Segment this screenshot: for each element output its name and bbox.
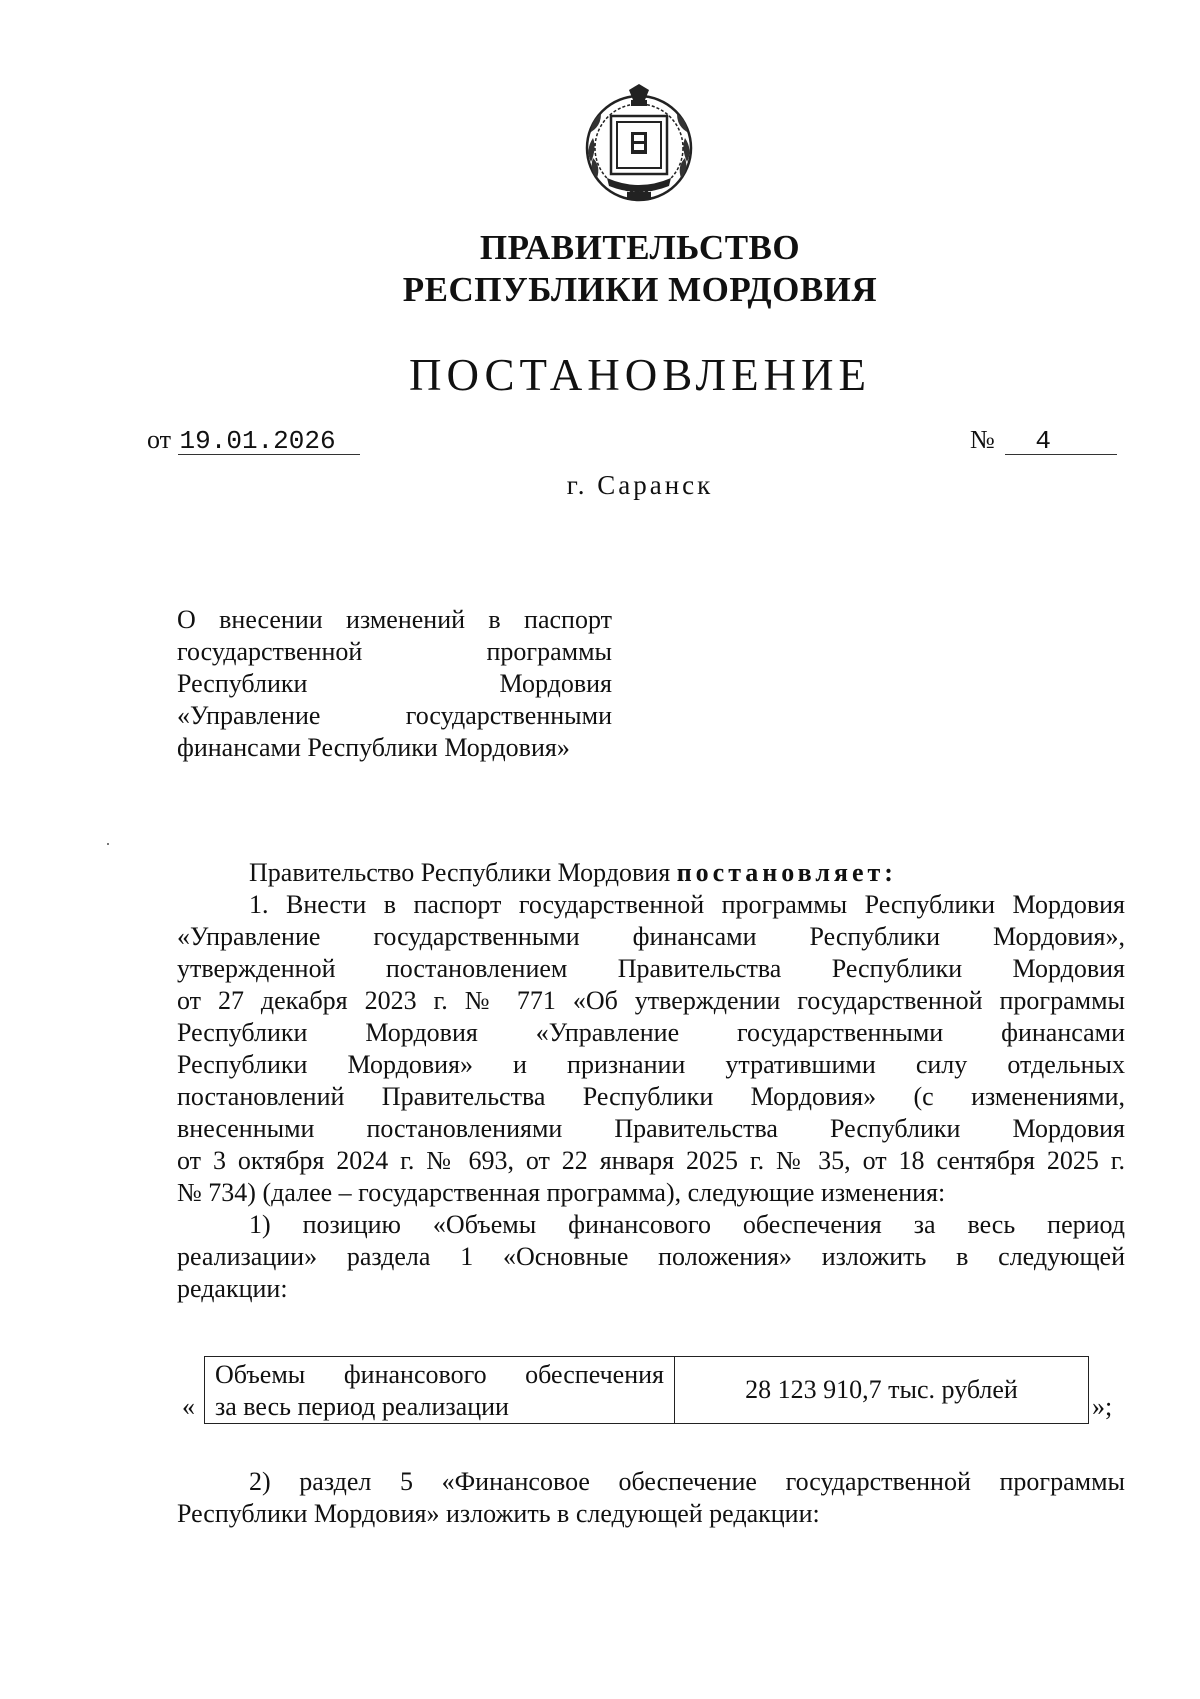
body-line: 1) позицию «Объемы финансового обеспечения за весь период — [249, 1210, 1125, 1239]
body-line: от 3 октября 2024 г. № 693, от 22 января 2025 г. № 35, от 18 сентября 2025 г. — [177, 1146, 1125, 1175]
document-body — [177, 857, 1125, 1305]
body-line: утвержденной постановлением Правительства Республики Мордовия — [177, 954, 1125, 983]
subject-line: О внесении изменений в паспорт — [177, 605, 612, 634]
financing-label-line: Объемы финансового обеспечения — [215, 1360, 664, 1389]
body-line: внесенными постановлениями Правительства Республики Мордовия — [177, 1114, 1125, 1143]
body-line: от 27 декабря 2023 г. № 771 «Об утверждении государственной программы — [177, 986, 1125, 1015]
body-line: постановлений Правительства Республики Мордовия» (с изменениями, — [177, 1082, 1125, 1111]
document-number: 4 — [1005, 428, 1117, 455]
financing-value: 28 123 910,7 тыс. рублей — [745, 1375, 1018, 1404]
financing-value-cell — [675, 1357, 1088, 1423]
document-subject — [177, 604, 612, 764]
body-line: Республики Мордовия» изложить в следующей редакции: — [177, 1499, 820, 1528]
date-line — [147, 425, 360, 455]
body-line: № 734) (далее – государственная программа), следующие изменения: — [177, 1178, 946, 1207]
subject-line: «Управление государственными — [177, 701, 612, 730]
city-name: г. Саранск — [566, 470, 714, 500]
intro-text: Правительство Республики Мордовия — [249, 858, 671, 887]
financing-table — [204, 1356, 1089, 1424]
body-line: Республики Мордовия «Управление государственными финансами — [177, 1018, 1125, 1047]
org-name-line2: РЕСПУБЛИКИ МОРДОВИЯ — [402, 270, 878, 309]
number-prefix: № — [970, 425, 995, 454]
body-line: Республики Мордовия» и признании утратившими силу отдельных — [177, 1050, 1125, 1079]
body-line: реализации» раздела 1 «Основные положения» изложить в следующей — [177, 1242, 1125, 1271]
body-line: редакции: — [177, 1274, 288, 1303]
body-line: 1. Внести в паспорт государственной программы Республики Мордовия — [249, 890, 1125, 919]
subject-line: государственной программы — [177, 637, 612, 666]
body-line: «Управление государственными финансами Республики Мордовия», — [177, 922, 1125, 951]
date-prefix: от — [147, 425, 172, 454]
financing-label-cell — [205, 1357, 675, 1423]
subject-line: Республики Мордовия — [177, 669, 612, 698]
quote-close: »; — [1092, 1392, 1113, 1421]
subject-line: финансами Республики Мордовия» — [177, 733, 570, 762]
document-date: 19.01.2026 — [178, 428, 360, 455]
document-body-continued — [177, 1466, 1125, 1530]
quoted-table-row — [177, 1356, 1125, 1426]
number-line — [970, 425, 1117, 455]
org-name-line1: ПРАВИТЕЛЬСТВО — [479, 228, 801, 267]
resolution-intro — [177, 857, 1125, 889]
quote-open: « — [182, 1392, 195, 1421]
scan-mark — [107, 843, 109, 845]
document-type-title: ПОСТАНОВЛЕНИЕ — [408, 350, 872, 400]
body-line: 2) раздел 5 «Финансовое обеспечение государственной программы — [249, 1467, 1125, 1496]
financing-label-line: за весь период реализации — [215, 1392, 509, 1421]
coat-of-arms-emblem-icon — [577, 82, 701, 208]
resolves-word: постановляет: — [676, 858, 897, 887]
